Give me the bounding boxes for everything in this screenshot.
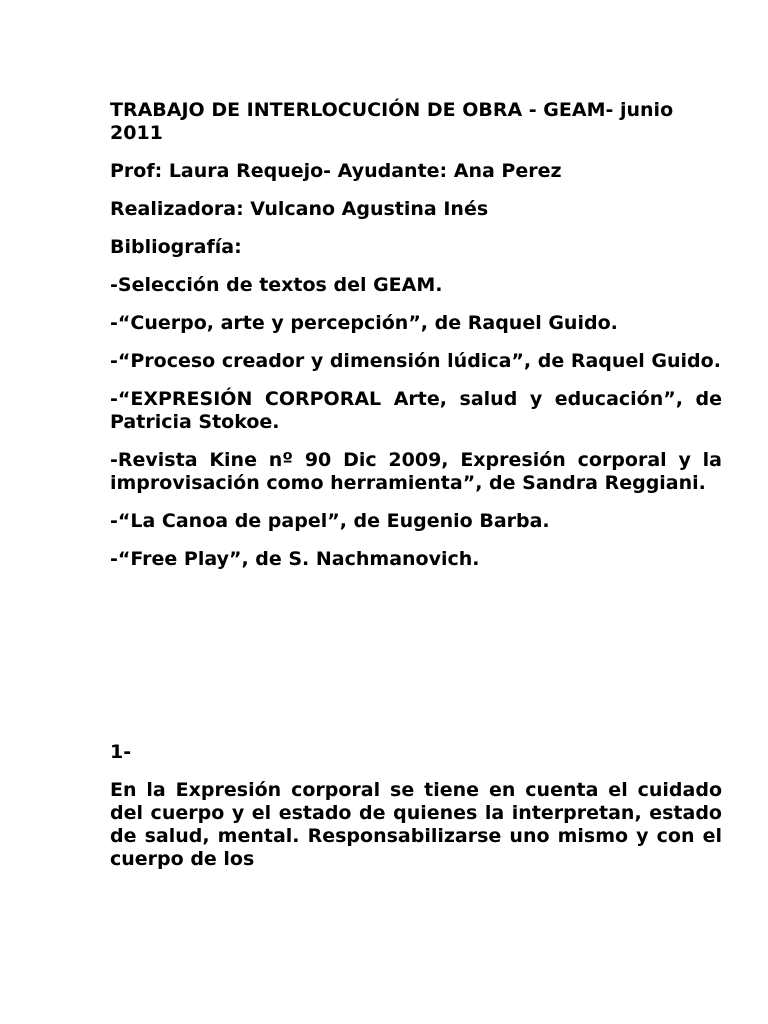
blank-space xyxy=(110,586,722,741)
body-paragraph: En la Expresión corporal se tiene en cuenta el cuidado del cuerpo y el estado de quienes la interpretan, estado de salud, mental. Responsabilizarse uno mismo y con el cuerpo de los xyxy=(110,779,722,870)
bibliography-item: -Revista Kine nº 90 Dic 2009, Expresión corporal y la improvisación como herramienta”, de Sandra Reggiani. xyxy=(110,449,722,494)
document-title: TRABAJO DE INTERLOCUCIÓN DE OBRA - GEAM- junio 2011 xyxy=(110,99,674,144)
bibliography-item: -“La Canoa de papel”, de Eugenio Barba. xyxy=(110,510,550,532)
author-line: Realizadora: Vulcano Agustina Inés xyxy=(110,198,489,220)
bibliography-item: -“EXPRESIÓN CORPORAL Arte, salud y educación”, de Patricia Stokoe. xyxy=(110,388,722,433)
section-number: 1- xyxy=(110,741,132,763)
bibliography-item: -“Proceso creador y dimensión lúdica”, de Raquel Guido. xyxy=(110,350,721,372)
bibliography-item: -“Cuerpo, arte y percepción”, de Raquel Guido. xyxy=(110,312,618,334)
document-content xyxy=(110,99,722,886)
bibliography-item: -Selección de textos del GEAM. xyxy=(110,274,443,296)
professors-line: Prof: Laura Requejo- Ayudante: Ana Perez xyxy=(110,160,562,182)
bibliography-heading: Bibliografía: xyxy=(110,236,242,258)
bibliography-item: -“Free Play”, de S. Nachmanovich. xyxy=(110,548,480,570)
